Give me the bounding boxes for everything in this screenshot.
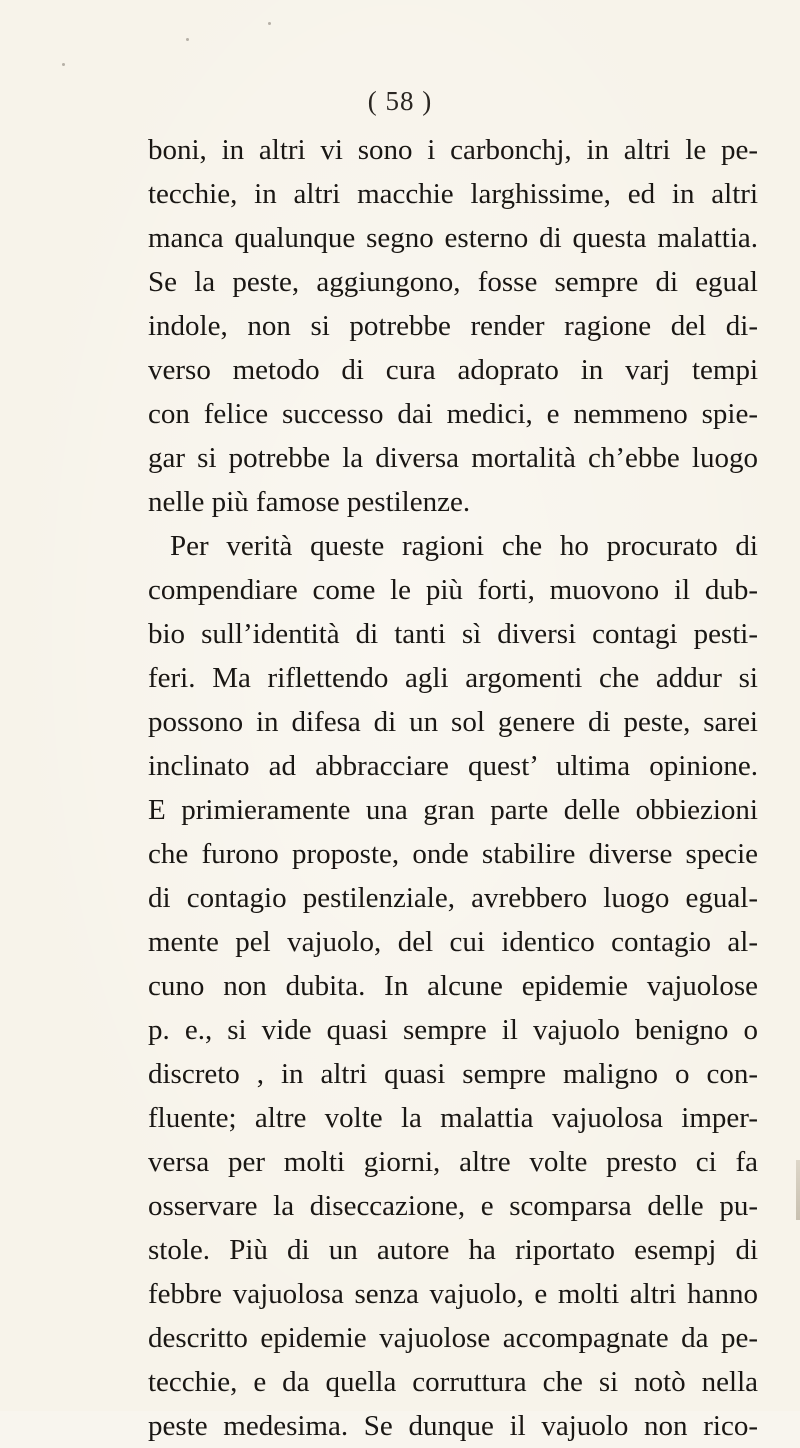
text-line: feri. Ma riflettendo agli argomenti che addur si [148,662,758,694]
text-line: cuno non dubita. In alcune epidemie vajuolose [148,970,758,1002]
text-line: febbre vajuolosa senza vajuolo, e molti altri hanno [148,1278,758,1310]
text-line: gar si potrebbe la diversa mortalità ch’ebbe luogo [148,442,758,474]
text-line: Per verità queste ragioni che ho procurato di [170,530,758,562]
text-line: peste medesima. Se dunque il vajuolo non rico- [148,1410,758,1442]
text-line: E primieramente una gran parte delle obbiezioni [148,794,758,826]
text-line: fluente; altre volte la malattia vajuolosa imper- [148,1102,758,1134]
text-line: bio sull’identità di tanti sì diversi contagi pesti- [148,618,758,650]
paper-speck [62,63,65,66]
text-line: discreto , in altri quasi sempre maligno o con- [148,1058,758,1090]
text-line: mente pel vajuolo, del cui identico contagio al- [148,926,758,958]
text-line: di contagio pestilenziale, avrebbero luogo egual- [148,882,758,914]
text-line: compendiare come le più forti, muovono il dub- [148,574,758,606]
text-line: p. e., si vide quasi sempre il vajuolo benigno o [148,1014,758,1046]
paper-speck [186,38,189,41]
text-line: manca qualunque segno esterno di questa malattia. [148,222,758,254]
text-line: osservare la diseccazione, e scomparsa delle pu- [148,1190,758,1222]
text-line: tecchie, e da quella corruttura che si notò nella [148,1366,758,1398]
page-edge-shadow [796,1160,800,1220]
page-number: ( 58 ) [367,86,433,116]
text-line: inclinato ad abbracciare quest’ ultima opinione. [148,750,758,782]
text-line: boni, in altri vi sono i carbonchj, in altri le pe- [148,134,758,166]
text-line: verso metodo di cura adoprato in varj tempi [148,354,758,386]
text-line: nelle più famose pestilenze. [148,486,471,518]
text-line: che furono proposte, onde stabilire diverse specie [148,838,758,870]
text-line: possono in difesa di un sol genere di peste, sarei [148,706,758,738]
text-line: Se la peste, aggiungono, fosse sempre di egual [148,266,758,298]
text-line: descritto epidemie vajuolose accompagnate da pe- [148,1322,758,1354]
text-line: tecchie, in altri macchie larghissime, ed in altri [148,178,758,210]
text-line: con felice successo dai medici, e nemmeno spie- [148,398,758,430]
text-line: versa per molti giorni, altre volte presto ci fa [148,1146,758,1178]
text-line: indole, non si potrebbe render ragione del di- [148,310,758,342]
body-text [148,128,758,1448]
text-line: stole. Più di un autore ha riportato esempj di [148,1234,758,1266]
paper-speck [268,22,271,25]
